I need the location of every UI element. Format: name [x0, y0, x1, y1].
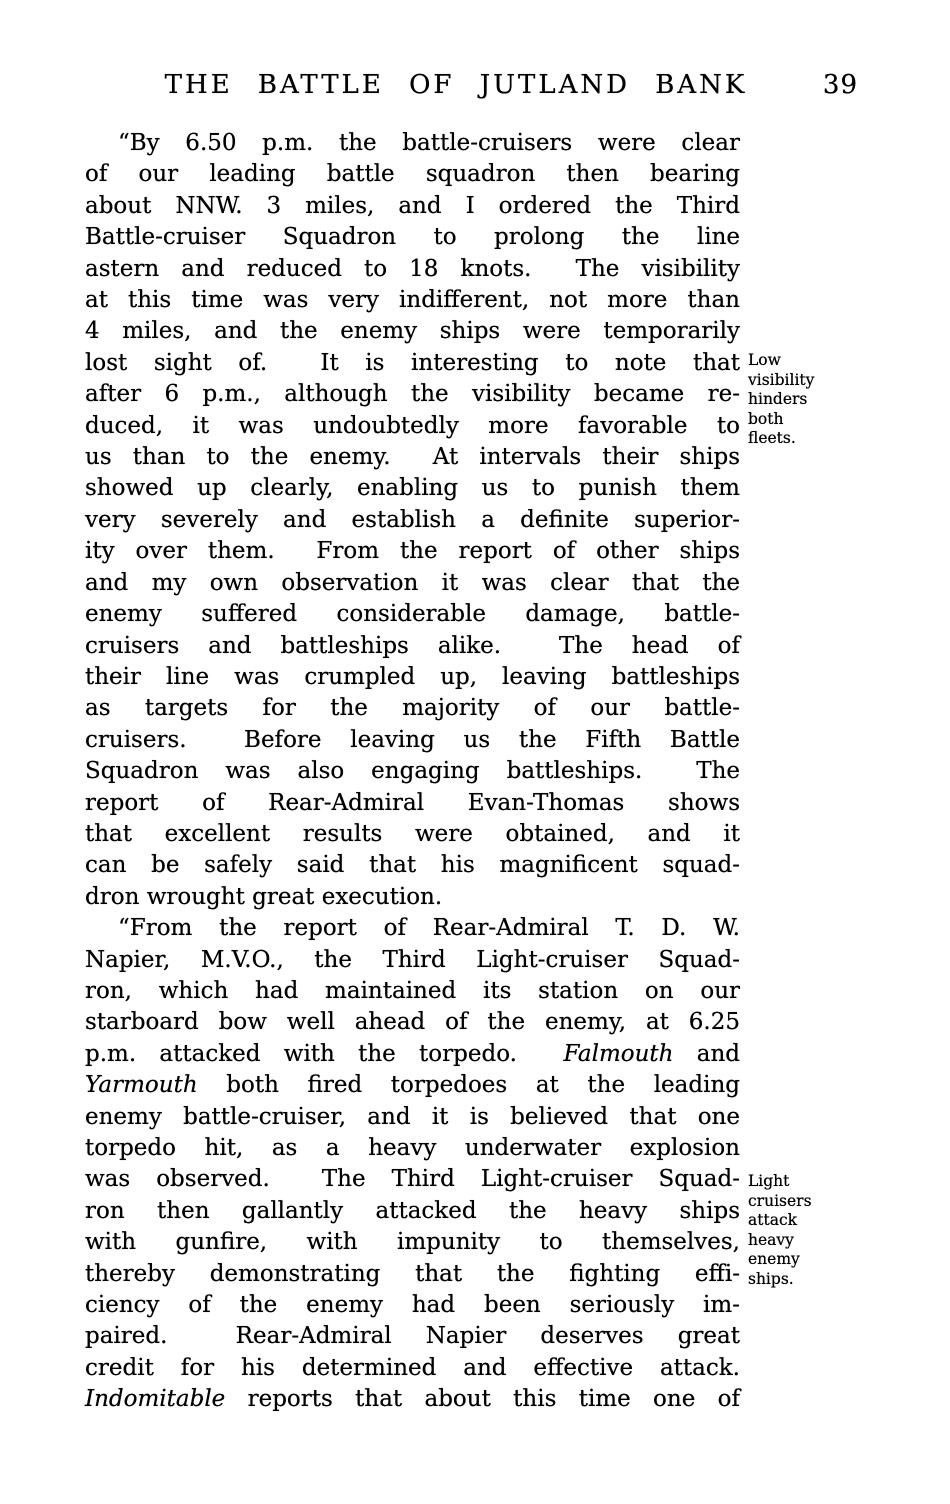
- text-segment: can be safely said that his magnificent squad-: [85, 852, 740, 879]
- text-segment: of our leading battle squadron then bearing: [85, 161, 740, 188]
- text-segment: “From the report of Rear-Admiral T. D. W.: [118, 915, 740, 942]
- text-line: [85, 1353, 740, 1384]
- text-line: [85, 913, 740, 944]
- text-segment: was observed. The Third Light-cruiser Squad-: [85, 1166, 740, 1193]
- text-segment: cruisers. Before leaving us the Fifth Battle: [85, 726, 740, 753]
- text-segment: dron wrought great execution.: [85, 883, 443, 910]
- body-text: [85, 128, 740, 1416]
- text-segment: Squadron was also engaging battleships. The: [85, 758, 740, 785]
- text-segment: ron, which had maintained its station on our: [85, 977, 740, 1004]
- text-segment: with gunfire, with impunity to themselves,: [85, 1229, 740, 1256]
- text-line: [85, 662, 740, 693]
- text-line: [85, 631, 740, 662]
- text-segment: and: [673, 1040, 740, 1067]
- text-line: [85, 1384, 740, 1415]
- text-line: [85, 725, 740, 756]
- text-segment: ron then gallantly attacked the heavy ships: [85, 1197, 740, 1224]
- text-line: [85, 411, 740, 442]
- page-number: 39: [822, 70, 858, 100]
- text-line: [85, 945, 740, 976]
- text-line: [85, 379, 740, 410]
- text-segment: report of Rear-Admiral Evan-Thomas shows: [85, 789, 740, 816]
- text-segment: duced, it was undoubtedly more favorable to: [85, 412, 740, 439]
- text-line: [85, 850, 740, 881]
- text-segment: very severely and establish a definite superior-: [85, 506, 740, 533]
- text-line: [85, 599, 740, 630]
- text-segment: at this time was very indifferent, not more than: [85, 287, 740, 314]
- text-segment: astern and reduced to 18 knots. The visibility: [85, 255, 740, 282]
- text-segment: us than to the enemy. At intervals their ships: [85, 444, 740, 471]
- text-segment: starboard bow well ahead of the enemy, at 6.25: [85, 1009, 740, 1036]
- text-line: [85, 1227, 740, 1258]
- text-segment: torpedo hit, as a heavy underwater explosion: [85, 1135, 740, 1161]
- text-line: [85, 819, 740, 850]
- text-segment: lost sight of. It is interesting to note that: [85, 349, 740, 376]
- text-segment: both fired torpedoes at the leading: [197, 1072, 740, 1099]
- text-line: [85, 285, 740, 316]
- ship-name-italic: Indomitable: [85, 1386, 226, 1413]
- text-line: [85, 693, 740, 724]
- text-line: [85, 1164, 740, 1195]
- text-segment: ciency of the enemy had been seriously im-: [85, 1292, 740, 1319]
- text-line: [85, 536, 740, 567]
- text-segment: ity over them. From the report of other ships: [85, 538, 740, 565]
- text-line: [85, 882, 740, 913]
- ship-name-italic: Falmouth: [563, 1040, 674, 1067]
- text-line: [85, 1290, 740, 1321]
- margin-note: Light cruisers attack heavy enemy ships.: [748, 1172, 812, 1288]
- text-segment: about NNW. 3 miles, and I ordered the Third: [85, 192, 740, 219]
- text-line: [85, 128, 740, 159]
- text-segment: Napier, M.V.O., the Third Light-cruiser Squad-: [85, 946, 740, 973]
- text-segment: as targets for the majority of our battle-: [85, 695, 740, 722]
- text-segment: showed up clearly, enabling us to punish them: [85, 475, 740, 502]
- text-line: [85, 756, 740, 787]
- text-line: [85, 348, 740, 379]
- margin-note: Low visibility hinders both fleets.: [748, 351, 815, 447]
- text-line: [85, 1196, 740, 1227]
- text-line: [85, 976, 740, 1007]
- text-line: [85, 1039, 740, 1070]
- text-segment: credit for his determined and effective attack.: [85, 1354, 740, 1381]
- text-segment: Battle-cruiser Squadron to prolong the line: [85, 224, 740, 251]
- text-segment: and my own observation it was clear that the: [85, 569, 740, 596]
- text-line: [85, 222, 740, 253]
- text-line: [85, 1102, 740, 1133]
- text-line: [85, 1133, 740, 1164]
- text-segment: 4 miles, and the enemy ships were temporarily: [85, 318, 740, 345]
- text-segment: thereby demonstrating that the fighting effi-: [85, 1260, 740, 1287]
- text-line: [85, 159, 740, 190]
- text-line: [85, 442, 740, 473]
- text-line: [85, 1007, 740, 1038]
- text-segment: reports that about this time one of: [225, 1386, 740, 1413]
- text-segment: enemy battle-cruiser, and it is believed that one: [85, 1103, 740, 1130]
- text-segment: after 6 p.m., although the visibility became re-: [85, 381, 740, 408]
- text-segment: “By 6.50 p.m. the battle-cruisers were clear: [118, 130, 740, 156]
- text-line: [85, 191, 740, 222]
- text-segment: paired. Rear-Admiral Napier deserves great: [85, 1323, 740, 1350]
- text-line: [85, 316, 740, 347]
- text-line: [85, 1259, 740, 1290]
- text-line: [85, 1070, 740, 1101]
- page-title: THE BATTLE OF JUTLAND BANK: [164, 70, 748, 100]
- text-segment: cruisers and battleships alike. The head of: [85, 632, 740, 659]
- text-segment: that excellent results were obtained, and it: [85, 820, 740, 847]
- text-line: [85, 473, 740, 504]
- text-line: [85, 254, 740, 285]
- ship-name-italic: Yarmouth: [85, 1072, 198, 1099]
- text-line: [85, 1321, 740, 1352]
- text-segment: their line was crumpled up, leaving battleships: [85, 663, 740, 690]
- text-line: [85, 505, 740, 536]
- text-segment: enemy suffered considerable damage, battle-: [85, 601, 740, 628]
- text-segment: p.m. attacked with the torpedo.: [85, 1040, 564, 1067]
- text-line: [85, 788, 740, 819]
- text-line: [85, 568, 740, 599]
